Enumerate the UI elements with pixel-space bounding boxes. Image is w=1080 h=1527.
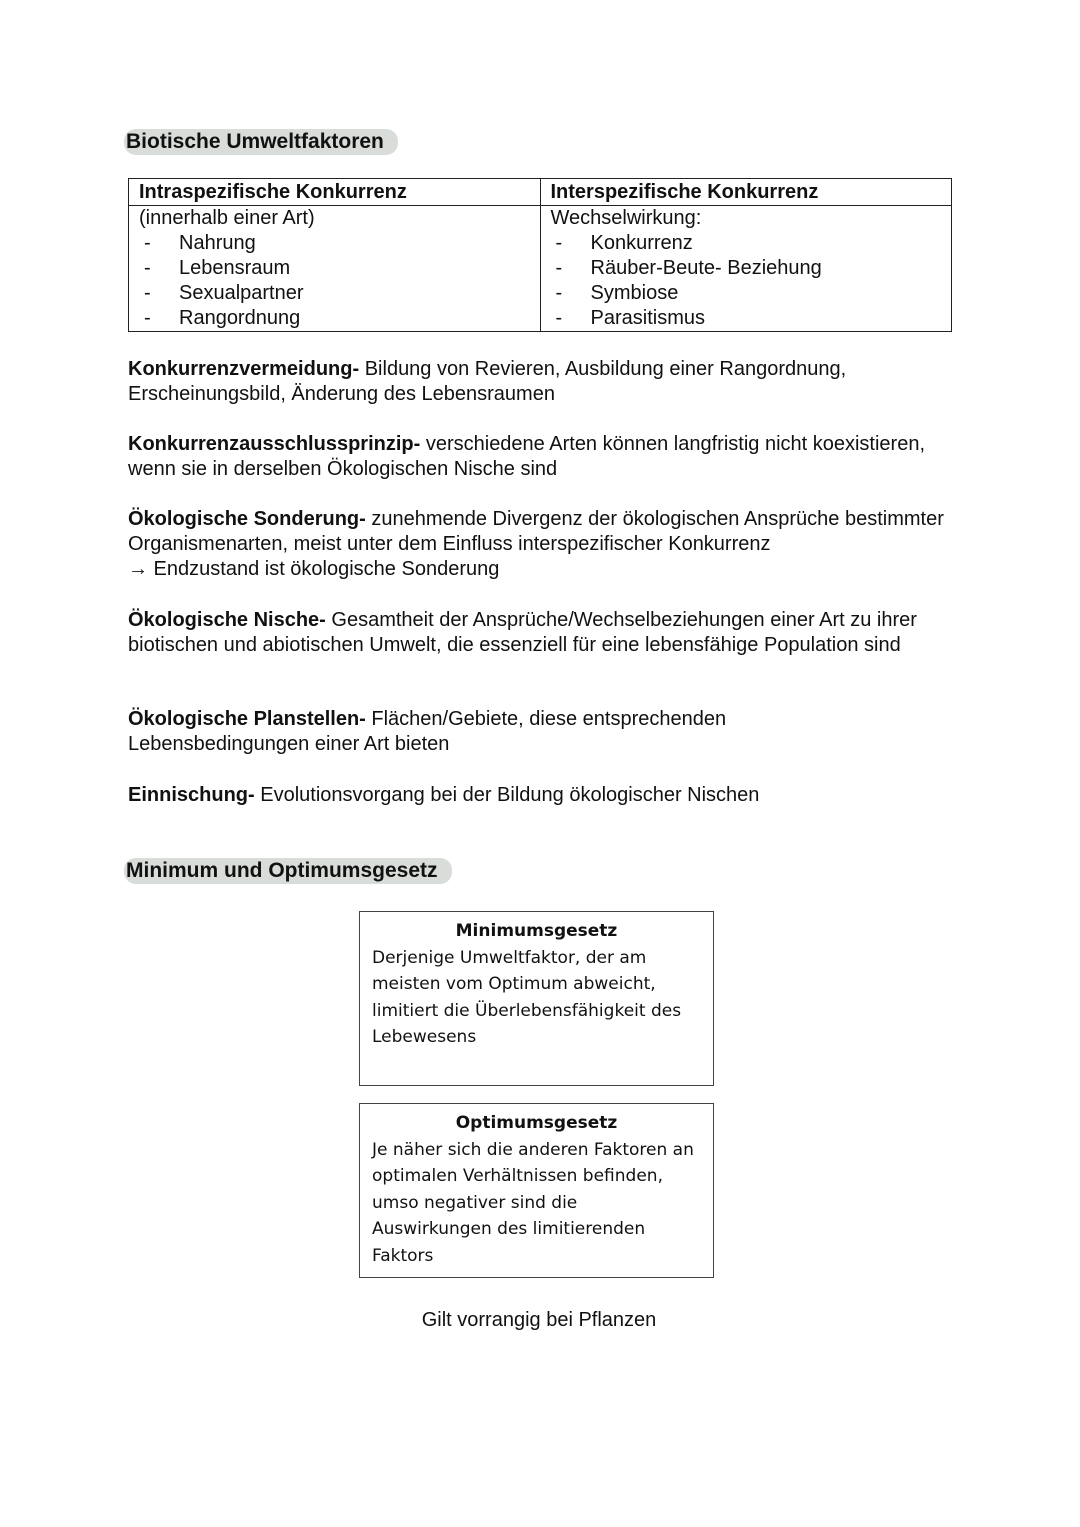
competition-table — [128, 178, 952, 332]
definition-ecological-separation: Ökologische Sonderung- zunehmende Divergenz der ökologischen Ansprüche bestimmter Organismenarten, meist unter dem Einfluss interspezifischer Konkurrenz → Endzustand ist ökologische Sonderung — [128, 507, 968, 582]
section-heading-biotic-factors: Biotische Umweltfaktoren — [124, 129, 398, 155]
list-item: - Nahrung — [144, 232, 256, 254]
optimum-law-text: Je näher sich die anderen Faktoren an optimalen Verhältnissen befinden, umso negativer sind die Auswirkungen des limitierenden Faktors — [372, 1139, 694, 1266]
interspecific-intro: Wechselwirkung: — [550, 207, 702, 229]
optimum-law-title: Optimumsgesetz — [455, 1113, 618, 1133]
header-intraspecific: Intraspezifische Konkurrenz — [129, 179, 541, 206]
definition-ecological-planstellen: Ökologische Planstellen- Flächen/Gebiete, diese entsprechenden Lebensbedingungen einer Art bieten — [128, 708, 727, 755]
list-item: - Sexualpartner — [144, 282, 304, 304]
list-item: - Lebensraum — [144, 257, 291, 279]
separation-conclusion: → Endzustand ist ökologische Sonderung — [128, 558, 500, 580]
list-item: - Konkurrenz — [555, 232, 693, 254]
optimum-law-box — [359, 1103, 714, 1278]
intraspecific-intro: (innerhalb einer Art) — [139, 207, 315, 229]
definition-einnischung: Einnischung- Evolutionsvorgang bei der Bildung ökologischer Nischen — [128, 784, 760, 806]
section-heading-minimum-optimum: Minimum und Optimumsgesetz — [124, 858, 452, 884]
plants-note: Gilt vorrangig bei Pflanzen — [421, 1309, 657, 1331]
definition-ecological-niche: Ökologische Nische- Gesamtheit der Ansprüche/Wechselbeziehungen einer Art zu ihrer biotischen und abiotischen Umwelt, die essenziell für eine lebensfähige Population sind — [128, 609, 917, 656]
list-item: - Symbiose — [555, 282, 679, 304]
list-item: - Parasitismus — [555, 307, 705, 329]
interspecific-cell — [540, 206, 952, 332]
minimum-law-text: Derjenige Umweltfaktor, der am meisten vom Optimum abweicht, limitiert die Überlebensfähigkeit des Lebewesens — [372, 947, 682, 1047]
list-item: - Rangordnung — [144, 307, 301, 329]
minimum-law-box — [359, 911, 714, 1086]
list-item: - Räuber-Beute- Beziehung — [555, 257, 822, 279]
intraspecific-cell — [129, 206, 541, 332]
minimum-law-title: Minimumsgesetz — [455, 921, 618, 941]
header-interspecific: Interspezifische Konkurrenz — [540, 179, 952, 206]
definition-competition-avoidance: Konkurrenzvermeidung- Bildung von Revieren, Ausbildung einer Rangordnung, Erscheinungsbild, Änderung des Lebensraumen — [128, 358, 847, 405]
definition-exclusion-principle: Konkurrenzausschlussprinzip- verschiedene Arten können langfristig nicht koexistieren, wenn sie in derselben Ökologischen Nische sind — [128, 433, 926, 480]
table-header-row — [129, 179, 952, 206]
table-row — [129, 206, 952, 332]
